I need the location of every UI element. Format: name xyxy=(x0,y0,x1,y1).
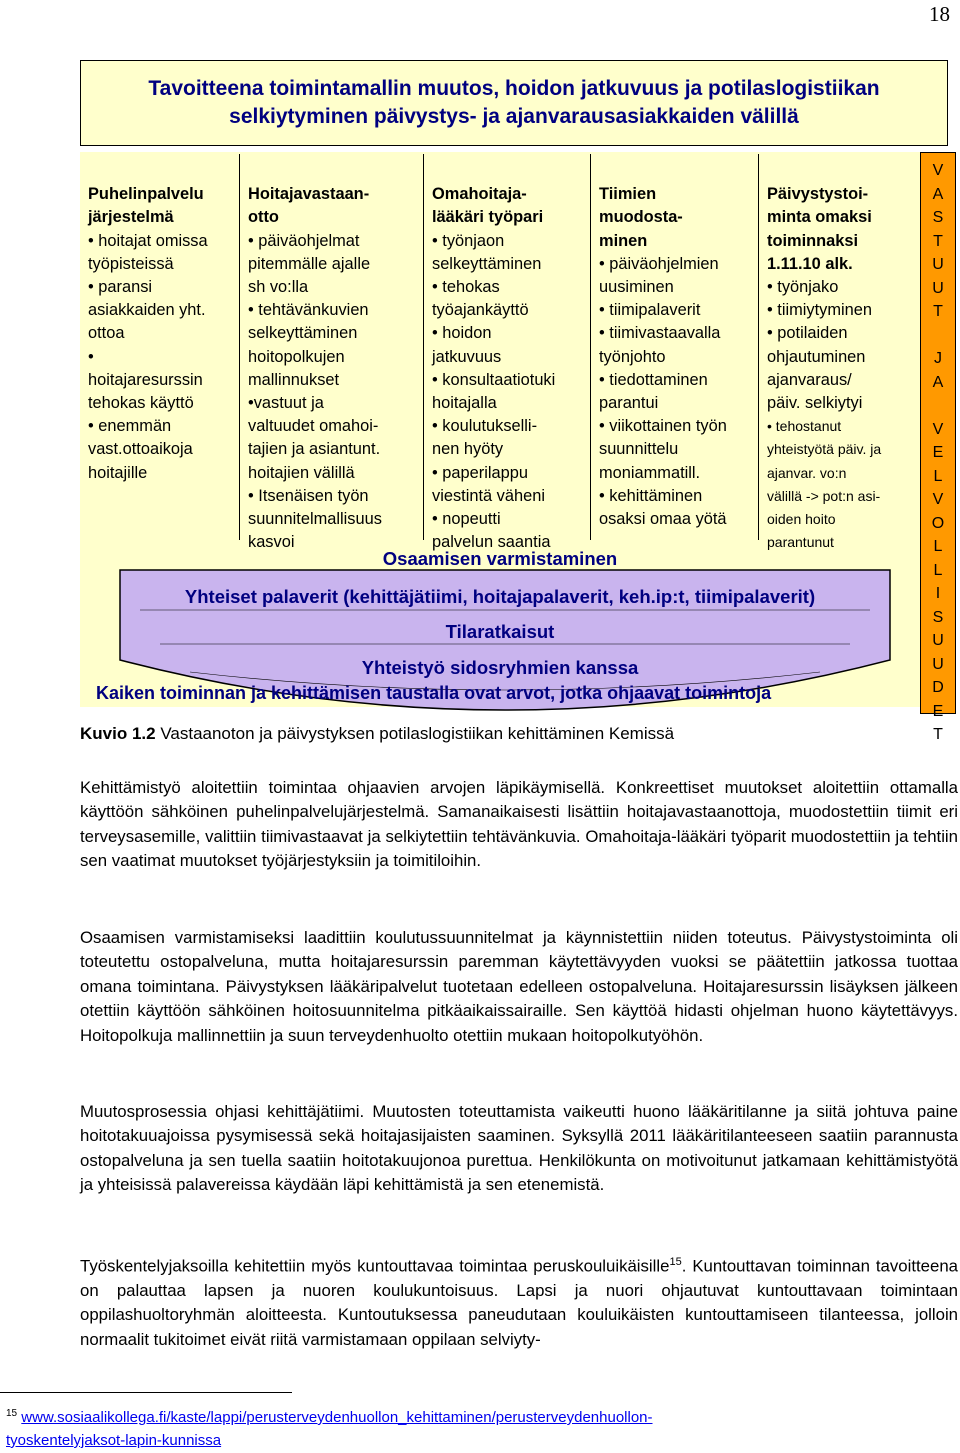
column-paivystystoiminta xyxy=(759,154,920,551)
column-body: • päiväohjelmien uusiminen • tiimipalaverit • tiimivastaavalla työnjohto • tiedottaminen parantui • viikottainen työn suunnittelu moniammatill. • kehittäminen osaksi omaa yötä xyxy=(599,254,727,529)
vastuut-ja-velvollisuudet-bar xyxy=(920,152,956,743)
column-body: • työnjaon selkeyttäminen • tehokas työajankäyttö • hoidon jatkuvuus • konsultaatiotuki hoitajalla • koulutukselli- nen hyöty • paperilappu viestintä väheni • nopeutti palvelun saantia xyxy=(432,231,556,552)
side-letter: V xyxy=(932,162,944,179)
side-letter: T xyxy=(933,232,943,250)
band-text: Osaamisen varmistaminen xyxy=(382,548,618,569)
column-body: • päiväohjelmat pitemmälle ajalle sh vo:lla • tehtävänkuvien selkeyttäminen hoitopolkujen mallinnukset •vastuut ja valtuudet omahoi- tajien ja asiantunt. hoitajien välillä • Itsenäisen työn suunnitelmallisuus kasvoi xyxy=(248,231,382,552)
column-heading: Omahoitaja- lääkäri työpari xyxy=(432,185,544,227)
footnote-link-line-2: tyoskentelyjaksot-lapin-kunnissa xyxy=(6,1432,222,1449)
paragraph-3: Muutosprosessia ohjasi kehittäjätiimi. Muutosten toteuttamista vaikeutti huono lääkäritilanne ja siitä johtuva paine hoitotakuuajoissa pysymisessä sekä hoitajasijaisten saaminen. Syksyllä 2011 lääkäritilanteeseen saatiin parannusta ostopalveluna ja sen tuella saatiin hoitotakuujonoa purettua. Henkilökunta on motivoitunut jatkamaan kehittämistyötä ja yhteisissä palavereissa käydään läpi kehittämistä ja sen etenemistä. xyxy=(80,1102,958,1195)
column-body: • hoitajat omissa työpisteissä • paransi asiakkaiden yht. ottoa • hoitajaresurssin tehokas käyttö • enemmän vast.ottoaikoja hoitajille xyxy=(88,231,208,482)
side-letter: E xyxy=(932,444,944,461)
footnote-rule xyxy=(0,1392,292,1393)
caption-text: Vastaanoton ja päivystyksen potilaslogistiikan kehittäminen Kemissä xyxy=(155,724,675,743)
band-text: Yhteiset palaverit (kehittäjätiimi, hoitajapalaverit, keh.ip:t, tiimipalaverit) xyxy=(184,586,816,607)
figure-title-line-1: Tavoitteena toimintamallin muutos, hoidon jatkuvuus ja potilaslogistiikan xyxy=(148,77,880,100)
column-hoitajavastaanotto xyxy=(240,154,424,552)
column-puhelinpalvelu xyxy=(80,154,240,540)
figure-caption xyxy=(80,724,674,744)
side-letter: V xyxy=(932,491,944,508)
side-letter: S xyxy=(932,209,944,226)
side-letter: S xyxy=(932,608,944,626)
side-letter: D xyxy=(932,679,944,696)
side-letter: U xyxy=(932,256,944,273)
paragraph-2: Osaamisen varmistamiseksi laadittiin koulutussuunnitelmat ja käynnistettiin niiden toteutus. Päivystystoiminta oli toteutettu ostopalveluna, mutta hoitajaresurssin paremman käytettävyyden vuoksi se päätettiin jatkossa tuottaa omana toimintana. Päivystyksen lääkäripalvelut tuotetaan edelleen ostopalveluna. Hoitajaresurssin lisäyksen jälkeen otettiin käyttöön sähköinen hoitosuunnitelma pitkäaikaissairaille. Sen käyttöä hidasti ohjelman huono käytettävyys. Hoitopolkuja mallinnettiin ja suun terveydenhuolto otettiin mukaan hoitopolkutyöhön. xyxy=(80,928,958,1045)
column-tiimien-muodostaminen xyxy=(591,154,759,540)
side-letter: E xyxy=(932,702,944,720)
band-yhteiset-palaverit xyxy=(80,586,920,612)
side-letter xyxy=(921,394,955,418)
band-osaamisen-varmistaminen xyxy=(80,548,920,576)
side-letter: O xyxy=(931,514,945,532)
page-number: 18 xyxy=(929,2,950,26)
column-body: • työnjako • tiimiytyminen • potilaiden ohjautuminen ajanvaraus/ päiv. selkiytyi xyxy=(767,278,873,413)
band-yhteistyo xyxy=(80,657,920,683)
side-letter: A xyxy=(932,373,944,391)
footnote-number: 15 xyxy=(6,1408,18,1419)
column-heading: Hoitajavastaan- otto xyxy=(248,185,370,227)
side-letter: U xyxy=(932,655,944,673)
band-text: Yhteistyö sidosryhmien kanssa xyxy=(361,657,639,678)
band-tilaratkaisut xyxy=(80,621,920,647)
figure-title xyxy=(81,75,947,131)
figure-title-line-2: selkiytyminen päivystys- ja ajanvarausasiakkaiden välillä xyxy=(229,105,799,128)
side-letter: T xyxy=(933,303,943,320)
side-letter xyxy=(921,324,955,348)
footnote-ref[interactable]: 15 xyxy=(669,1256,682,1268)
side-letter: T xyxy=(933,726,943,743)
side-letter: L xyxy=(933,467,943,485)
paragraph-1: Kehittämistyö aloitettiin toimintaa ohjaavien arvojen läpikäymisellä. Konkreettiset muutokset aloitettiin ottamalla käyttöön sähköinen puhelinpalvelujärjestelmä. Samanaikaisesti lisättiin hoitajavastaanottoja, muodostettiin tiimit eri terveysasemille, valittiin tiimivastaavat ja selkiytettiin tehtävänkuvia. Omahoitaja-lääkäri työparit muodostettiin ja tehtiin sen vaatimat muutokset työjärjestyksiin ja toimitiloihin. xyxy=(80,778,958,871)
column-heading: Päivystystoi- minta omaksi toiminnaksi 1.11.10 alk. xyxy=(767,185,872,273)
footnote-link-line-1: www.sosiaalikollega.fi/kaste/lappi/perusterveydenhuollon_kehittaminen/perusterveydenhuollon- xyxy=(21,1409,653,1426)
paragraph-4-part-a: Työskentelyjaksoilla kehitettiin myös kuntouttavaa toimintaa peruskouluikäisille xyxy=(80,1256,670,1276)
band-arvot: Kaiken toiminnan ja kehittämisen taustalla ovat arvot, jotka ohjaavat toimintoja xyxy=(96,683,772,703)
band-text: Tilaratkaisut xyxy=(445,621,555,642)
side-letter: A xyxy=(932,185,944,203)
figure-title-box xyxy=(80,60,948,146)
caption-label: Kuvio 1.2 xyxy=(80,724,156,743)
column-heading: Puhelinpalvelu järjestelmä xyxy=(88,185,204,227)
side-letter: U xyxy=(932,279,944,297)
footnote-link[interactable] xyxy=(6,1409,653,1449)
paragraph-4 xyxy=(80,1250,958,1352)
footnote xyxy=(6,1402,653,1452)
column-heading: Tiimien muodosta- minen xyxy=(599,185,683,250)
side-letter: L xyxy=(933,561,943,579)
side-letter: L xyxy=(933,538,943,555)
column-body-small: • tehostanut yhteistyötä päiv. ja ajanvar. vo:n välillä -> pot:n asi- oiden hoito parantunut xyxy=(767,418,882,551)
side-letter: U xyxy=(932,632,944,649)
side-letter: V xyxy=(932,420,944,438)
side-letter: I xyxy=(935,585,941,602)
side-letter: J xyxy=(934,350,942,367)
column-omahoitaja-laakari xyxy=(424,154,591,552)
paragraph-4-part-b: . Kuntouttavan toiminnan tavoitteena on palauttaa lapsen ja nuoren koulukuntoisuus. Lapsi ja nuori ohjautuvat kuntouttavaan toimintaan oppilashuoltoryhmän aloitteesta. Kuntoutuksessa paneudutaan kouluikäisten kuntouttamiseen tilanteessa, jolloin normaalit tukitoimet eivät riitä varmistamaan oppilaan selviyty- xyxy=(80,1256,958,1349)
